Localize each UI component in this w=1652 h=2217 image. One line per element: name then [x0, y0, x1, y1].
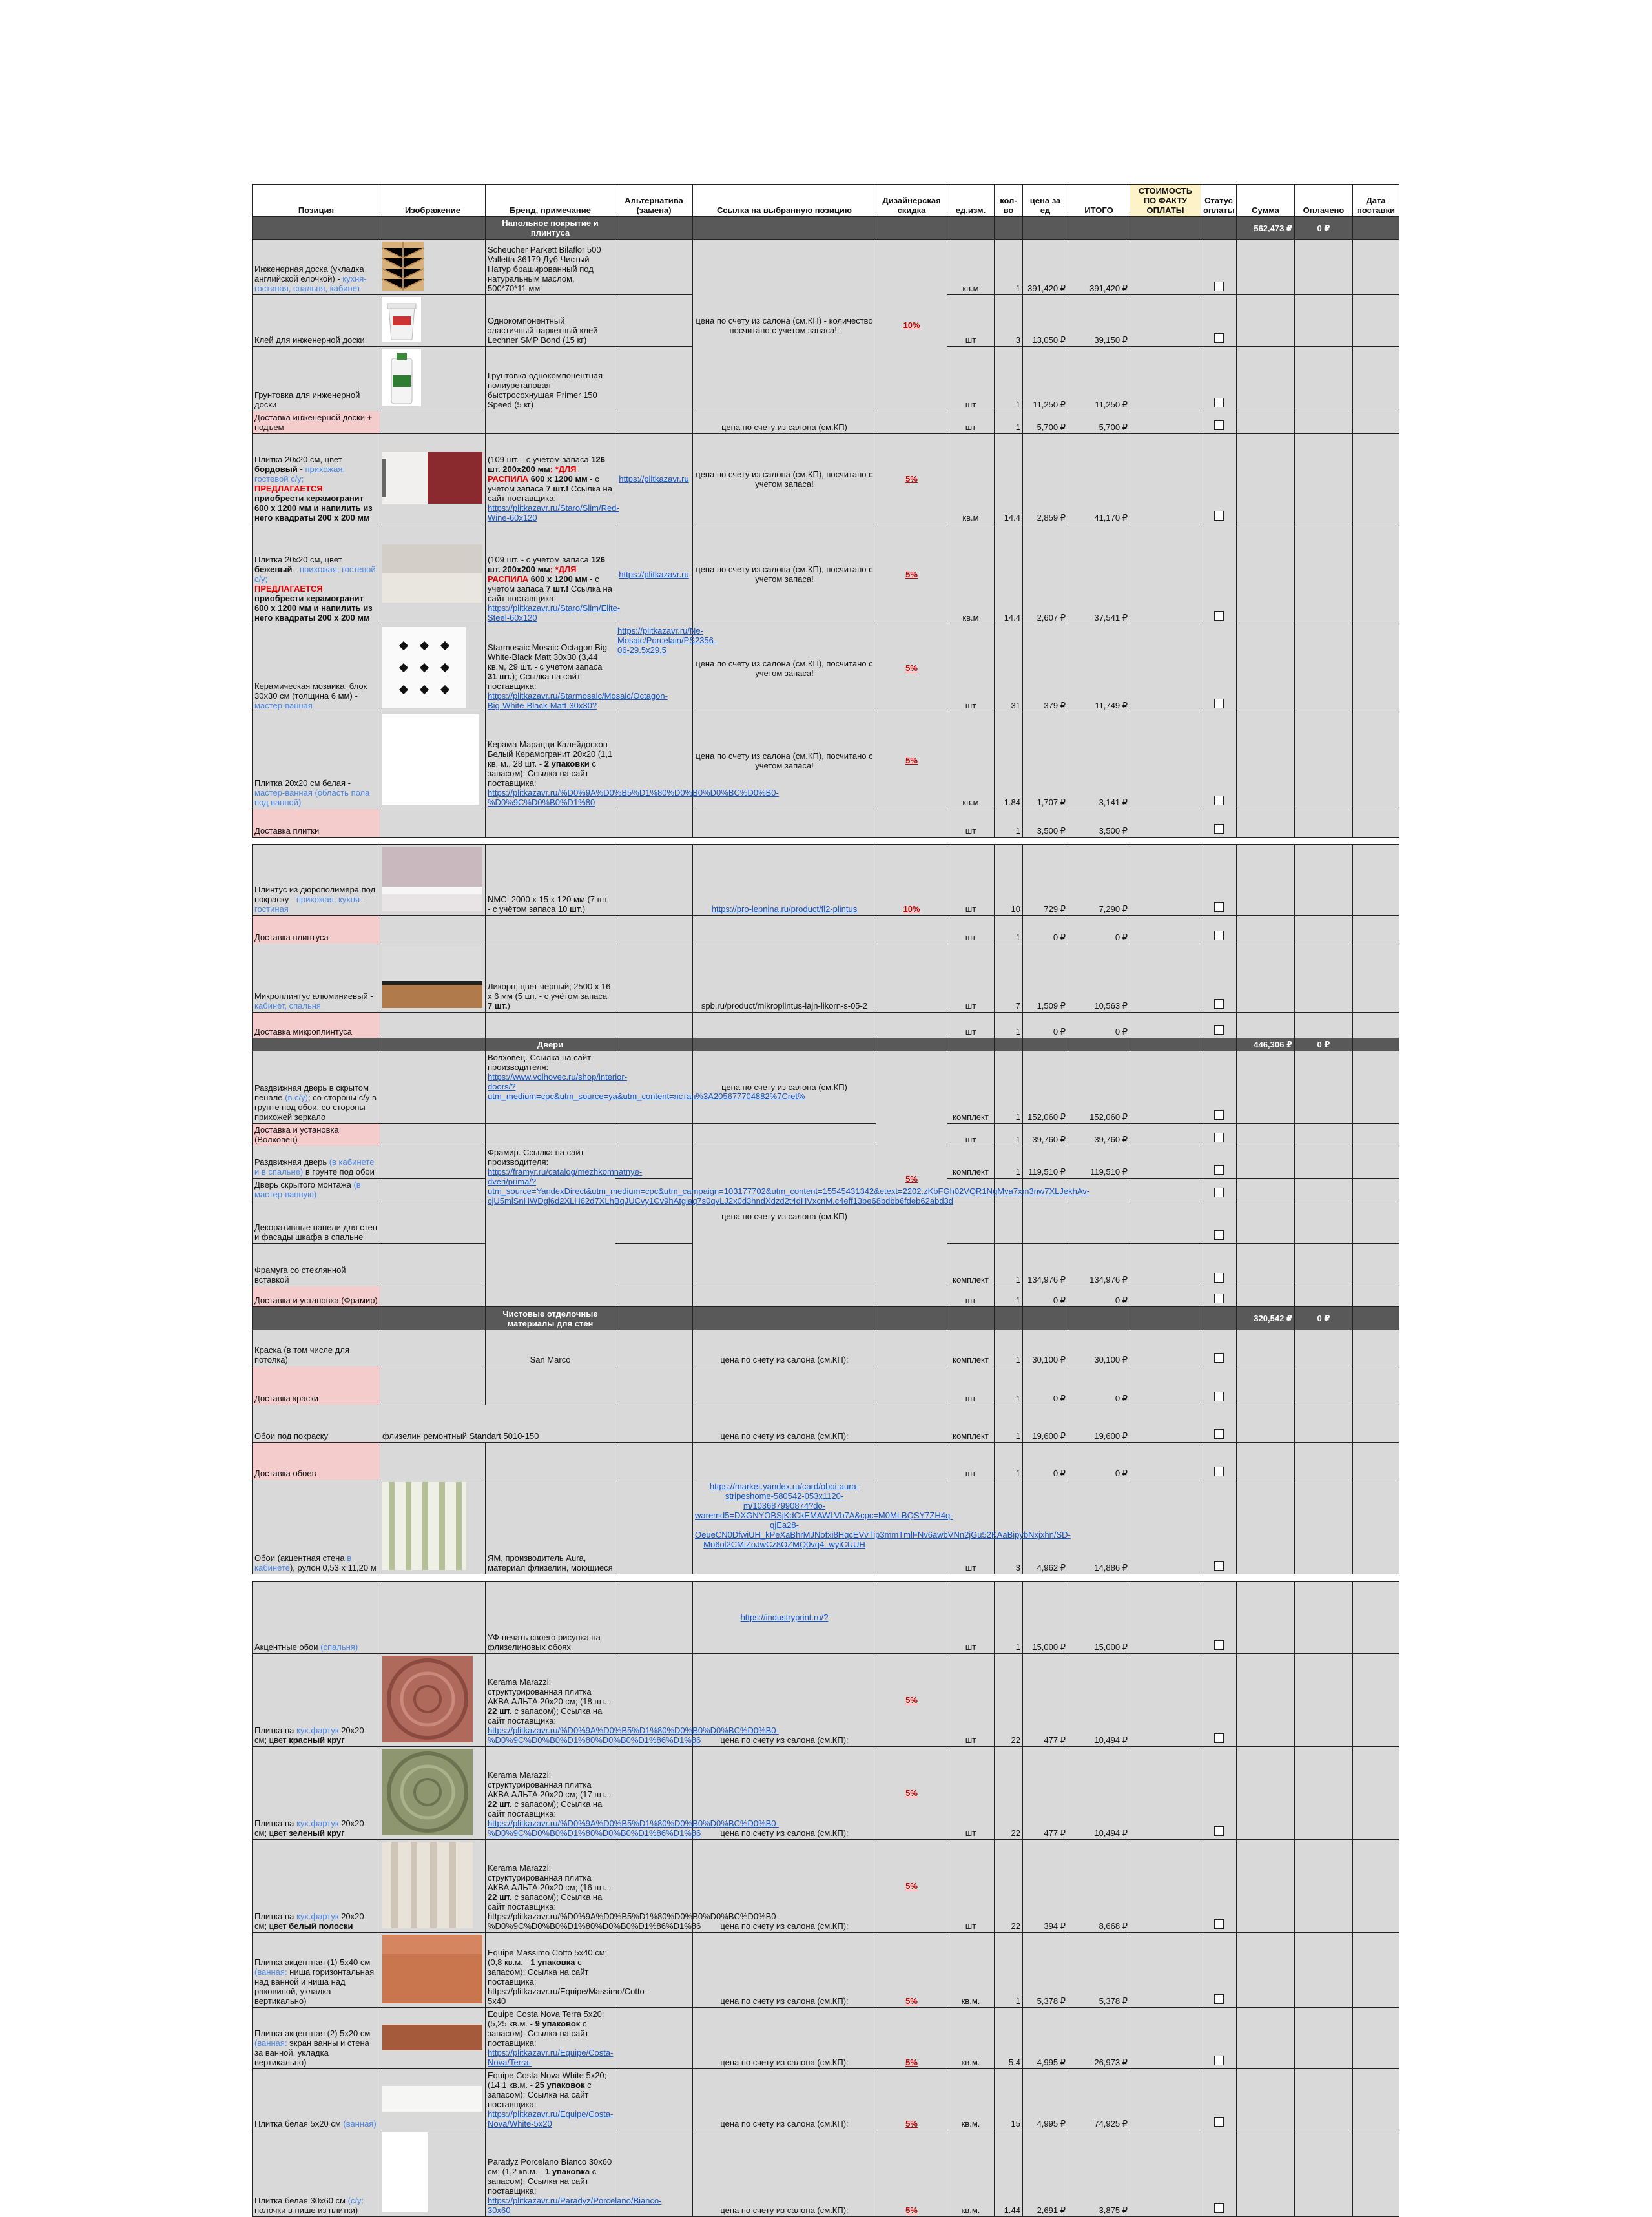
terra-tile-image — [382, 2025, 482, 2050]
image-cell — [380, 1747, 486, 1840]
cotto-tile-image — [382, 1935, 482, 2003]
product-link[interactable]: https://pro-lepnina.ru/product/fl2-plintus — [711, 904, 858, 914]
product-link[interactable]: https://market.yandex.ru/card/oboi-aura-stripeshome-580542-053x1120-m/103687990874?do-waremd5=DXGNYOBSjKdCkEMAWLVb7A&cpc=M0MLBQSY7ZH4q-qjEa28-OeueCN0DfwiUH_kPeXaBhrMJNofxi8HqcEVvTip3mmTmlFNv6awbVNn2jGu52KAaBipybNxjxhn/SD-Mo6ol2CMlZoJwCz8OZMQ0vq4_wyiCUUH — [695, 1481, 1071, 1549]
image-cell — [380, 624, 486, 712]
table-row: Плитка белая 5х20 см (ванная) Equipe Costa Nova White 5x20; (14,1 кв.м. - 25 упаковок с запасом); Ссылка на сайт поставщика: https://plitkazavr.ru/Equipe/Costa-Nova/White-5x20 цена по счету из салона (см.КП): 5% кв.м. 15 4,995 ₽ 74,925 ₽ — [253, 2069, 1399, 2130]
payment-checkbox[interactable] — [1214, 999, 1224, 1009]
parquet-image — [382, 242, 424, 291]
col-sum: Сумма — [1237, 185, 1295, 217]
estimate-table — [252, 184, 1399, 2217]
payment-checkbox[interactable] — [1214, 1561, 1224, 1571]
payment-checkbox[interactable] — [1214, 1392, 1224, 1401]
header-row — [253, 185, 1399, 217]
col-unit: ед.изм. — [947, 185, 995, 217]
image-cell — [380, 1480, 486, 1574]
table-row: Раздвижная дверь (в кабинете и в спальне) в грунте под обои Фрамир. Ссылка на сайт производителя: https://framyr.ru/catalog/mezhkomnatnye-dveri/prima/?utm_source=YandexDirect&utm_medium=cpc&utm_campaign=103177702&utm_content=15545431342&etext=2202.zKbFGh02VQR1NqMva7xm3nw7XLJekhAv-cjU5mlSnHWDgl6d2XLH62d7XLhBqJUCvy1Cv9hAtgiaq7s0qvLJ2x0d3hndXdzd2t4dHVxcnM.c4eff13be68bdbb6fdeb62abd3d цена по счету из салона (см.КП) комплект 1 119,510 ₽ 119,510 ₽ — [253, 1146, 1399, 1179]
supplier-link[interactable]: https://plitkazavr.ru/Staro/Slim/Elite-Steel-60x120 — [488, 603, 621, 623]
glue-bucket-image — [382, 297, 421, 342]
col-actual-cost: СТОИМОСТЬ ПО ФАКТУ ОПЛАТЫ — [1130, 185, 1201, 217]
payment-checkbox[interactable] — [1214, 1919, 1224, 1929]
payment-checkbox[interactable] — [1214, 398, 1224, 407]
payment-checkbox[interactable] — [1214, 902, 1224, 912]
table-row: Обои (акцентная стена в кабинете), рулон 0,53 х 11,20 м ЯМ, производитель Aura, материал флизелин, моющиеся https://market.yandex.ru/card/oboi-aura-stripeshome-580542-053x1120-m/103687990874?do-waremd5=DXGNYOBSjKdCkEMAWLVb7A&cpc=M0MLBQSY7ZH4q-qjEa28-OeueCN0DfwiUH_kPeXaBhrMJNofxi8HqcEVvTip3mmTmlFNv6awbVNn2jGu52KAaBipybNxjxhn/SD-Mo6ol2CMlZoJwCz8OZMQ0vq4_wyiCUUH шт 3 4,962 ₽ 14,886 ₽ — [253, 1480, 1399, 1574]
table-row: Доставка плинтуса шт 1 0 ₽ 0 ₽ — [253, 916, 1399, 944]
payment-checkbox[interactable] — [1214, 931, 1224, 940]
image-cell — [380, 2069, 486, 2130]
section-title: Напольное покрытие и плинтуса — [486, 217, 615, 240]
section-title: Двери — [486, 1038, 615, 1051]
table-row: Плитка на кух.фартук 20х20 см; цвет зеленый круг Kerama Marazzi; структурированная плитка АКВА АЛЬТА 20х20 см; (17 шт. - 22 шт. с запасом); Ссылка на сайт поставщика: https://plitkazavr.ru/%D0%9A%D0%B5%D1%80%D0%B0%D0%BC%D0%B0-%D0%9C%D0%B0%D1%80%D0%B0%D1%86%D1%86 цена по счету из салона (см.КП): 5% шт 22 477 ₽ 10,494 ₽ — [253, 1747, 1399, 1840]
payment-checkbox[interactable] — [1214, 1025, 1224, 1035]
table-row: Плинтус из дюрополимера под покраску - прихожая, кухня-гостиная NMC; 2000 х 15 х 120 мм (7 шт. - с учётом запаса 10 шт.) https://pro-lepnina.ru/product/fl2-plintus 10% шт 10 729 ₽ 7,290 ₽ — [253, 845, 1399, 916]
col-pay-status: Статус оплаты — [1201, 185, 1237, 217]
white-stripe-tile-image — [382, 1842, 473, 1928]
image-cell — [380, 240, 486, 295]
table-row: Плитка акцентная (2) 5х20 см (ванная: экран ванны и стена за ванной, укладка вертикально) Equipe Costa Nova Terra 5x20; (5,25 кв.м. - 9 упаковок с запасом); Ссылка на сайт поставщика: https://plitkazavr.ru/Equipe/Costa-Nova/Terra- цена по счету из салона (см.КП): 5% кв.м. 5.4 4,995 ₽ 26,973 ₽ — [253, 2008, 1399, 2069]
supplier-link[interactable]: https://plitkazavr.ru/%D0%9A%D0%B5%D1%80%D0%B0%D0%BC%D0%B0-%D0%9C%D0%B0%D1%80 — [488, 788, 779, 807]
table-row: Микроплинтус алюминиевый - кабинет, спальня Ликорн; цвет чёрный; 2500 х 16 х 6 мм (5 шт. - с учётом запаса 7 шт.) spb.ru/product/mikroplintus-lajn-likorn-s-05-2 шт 7 1,509 ₽ 10,563 ₽ — [253, 944, 1399, 1013]
supplier-link[interactable]: https://plitkazavr.ru/Paradyz/Porcelano/Bianco-30x60 — [488, 2196, 662, 2215]
table-row: Акцентные обои (спальня) УФ-печать своего рисунка на флизелиновых обоях https://industryprint.ru/? шт 1 15,000 ₽ 15,000 ₽ — [253, 1582, 1399, 1654]
position-cell: Инженерная доска (укладка английской ёлочкой) - кухня-гостиная, спальня, кабинет — [253, 240, 380, 295]
tile-beige-image — [382, 544, 482, 603]
section-finish: Чистовые отделочные материалы для стен 320,542 ₽ 0 ₽ — [253, 1307, 1399, 1330]
payment-checkbox[interactable] — [1214, 1467, 1224, 1476]
payment-checkbox[interactable] — [1214, 1230, 1224, 1240]
primer-can-image — [382, 349, 421, 406]
image-cell — [380, 1654, 486, 1747]
payment-checkbox[interactable] — [1214, 1353, 1224, 1363]
payment-checkbox[interactable] — [1214, 699, 1224, 708]
col-price: цена за ед — [1023, 185, 1068, 217]
table-row: Доставка обоев шт 1 0 ₽ 0 ₽ — [253, 1443, 1399, 1480]
microplinth-image — [382, 946, 482, 1008]
supplier-link[interactable]: https://plitkazavr.ru/Staro/Slim/Red-Wine-60x120 — [488, 503, 619, 522]
discount-badge: 10% — [876, 240, 947, 411]
table-row: Доставка и установка (Фрамир) шт 1 0 ₽ 0 ₽ — [253, 1286, 1399, 1307]
supplier-link[interactable]: https://plitkazavr.ru/%D0%9A%D0%B5%D1%80%D0%B0%D0%BC%D0%B0-%D0%9C%D0%B0%D1%80%D0%B0%D1%86%D1%86 — [488, 1912, 779, 1931]
table-row: Грунтовка для инженерной доски Грунтовка однокомпонентная полиуретановая быстросохнущая Primer 150 Speed (5 кг) шт 1 11,250 ₽ 11,250 ₽ — [253, 347, 1399, 411]
section-floor — [253, 217, 1399, 240]
bianco-tile-image — [382, 2132, 428, 2212]
col-qty: кол-во — [995, 185, 1023, 217]
image-cell — [380, 1840, 486, 1933]
table-row: Инженерная доска (укладка английской ёлочкой) - кухня-гостиная, спальня, кабинет Scheucher Parkett Bilaflor 500 Valletta 36179 Дуб Чистый Натур брашированный под натуральным маслом, 500*70*11 мм цена по счету из салона (см.КП) - количество посчитано с учетом запаса!: 10% кв.м 1 391,420 ₽ 391,420 ₽ — [253, 240, 1399, 295]
section-doors: Двери 446,306 ₽ 0 ₽ — [253, 1038, 1399, 1051]
product-link[interactable]: https://industryprint.ru/? — [740, 1613, 829, 1622]
col-image: Изображение — [380, 185, 486, 217]
table-row: Плитка акцентная (1) 5х40 см (ванная: ниша горизонтальная над ванной и ниша над раковиной, укладка вертикально) Equipe Massimo Cotto 5x40 см; (0,8 кв.м. - 1 упаковка с запасом); Ссылка на сайт поставщика: https://plitkazavr.ru/Equipe/Massimo/Cotto-5x40 цена по счету из салона (см.КП): 5% кв.м. 1 5,378 ₽ 5,378 ₽ — [253, 1933, 1399, 2008]
salon-note: цена по счету из салона (см.КП) - количество посчитано с учетом запаса!: — [693, 240, 876, 411]
table-row: Плитка на кух.фартук 20х20 см; цвет белый полоски Kerama Marazzi; структурированная плитка АКВА АЛЬТА 20х20 см; (16 шт. - 22 шт. с запасом); Ссылка на сайт поставщика: https://plitkazavr.ru/%D0%9A%D0%B5%D1%80%D0%B0%D0%BC%D0%B0-%D0%9C%D0%B0%D1%80%D0%B0%D1%86%D1%86 цена по счету из салона (см.КП): 5% шт 22 394 ₽ 8,668 ₽ — [253, 1840, 1399, 1933]
payment-checkbox[interactable] — [1214, 796, 1224, 805]
supplier-link[interactable]: https://plitkazavr.ru/Starmosaic/Mosaic/Octagon-Big-White-Black-Matt-30x30? — [488, 691, 668, 710]
image-cell — [380, 347, 486, 411]
image-cell — [380, 2130, 486, 2217]
payment-checkbox[interactable] — [1214, 420, 1224, 430]
spreadsheet — [252, 184, 1399, 2217]
supplier-link[interactable]: https://plitkazavr.ru/%D0%9A%D0%B5%D1%80%D0%B0%D0%BC%D0%B0-%D0%9C%D0%B0%D1%80%D0%B0%D1%86%D1%86 — [488, 1819, 779, 1838]
image-cell — [380, 845, 486, 916]
table-row: Доставка инженерной доски + подъем цена по счету из салона (см.КП) шт 1 5,700 ₽ 5,700 ₽ — [253, 411, 1399, 434]
payment-checkbox[interactable] — [1214, 2203, 1224, 2213]
supplier-link[interactable]: https://plitkazavr.ru/%D0%9A%D0%B5%D1%80%D0%B0%D0%BC%D0%B0-%D0%9C%D0%B0%D1%80%D0%B0%D1%86%D1%86 — [488, 1726, 779, 1745]
table-row: Плитка на кух.фартук 20х20 см; цвет красный круг Kerama Marazzi; структурированная плитка АКВА АЛЬТА 20х20 см; (18 шт. - 22 шт. с запасом); Ссылка на сайт поставщика: https://plitkazavr.ru/%D0%9A%D0%B5%D1%80%D0%B0%D0%BC%D0%B0-%D0%9C%D0%B0%D1%80%D0%B0%D1%86%D1%86 цена по счету из салона (см.КП): 5% шт 22 477 ₽ 10,494 ₽ — [253, 1654, 1399, 1747]
payment-checkbox[interactable] — [1214, 282, 1224, 291]
col-position: Позиция — [253, 185, 380, 217]
table-row: Плитка 20х20 см белая - мастер-ванная (область пола под ванной) Керама Марацци Калейдоскоп Белый Керамогранит 20x20 (1,1 кв. м., 28 шт. - 2 упаковки с запасом); Ссылка на сайт поставщика: https://plitkazavr.ru/%D0%9A%D0%B5%D1%80%D0%B0%D0%BC%D0%B0-%D0%9C%D0%B0%D1%80 цена по счету из салона (см.КП), посчитано с учетом запаса! 5% кв.м 1.84 1,707 ₽ 3,141 ₽ — [253, 712, 1399, 809]
table-row: Краска (в том числе для потолка) San Marco цена по счету из салона (см.КП): комплект 1 30,100 ₽ 30,100 ₽ — [253, 1330, 1399, 1366]
white-tile-5x20-image — [382, 2086, 482, 2112]
table-row: Доставка микроплинтуса шт 1 0 ₽ 0 ₽ — [253, 1013, 1399, 1038]
table-row: Клей для инженерной доски Однокомпонентный эластичный паркетный клей Lechner SMP Bond (15 кг) шт 3 13,050 ₽ 39,150 ₽ — [253, 295, 1399, 347]
table-row: Фрамуга со стеклянной вставкой комплект 1 134,976 ₽ 134,976 ₽ — [253, 1244, 1399, 1286]
brand-cell: Scheucher Parkett Bilaflor 500 Valletta 36179 Дуб Чистый Натур брашированный под натуральным маслом, 500*70*11 мм — [486, 240, 615, 295]
supplier-link[interactable]: https://plitkazavr.ru/Equipe/Costa-Nova/Terra- — [488, 2048, 614, 2067]
white-tile-image — [382, 714, 479, 805]
section-sum: 562,473 ₽ — [1237, 217, 1295, 240]
image-cell — [380, 712, 486, 809]
table-row: Доставка краски шт 1 0 ₽ 0 ₽ — [253, 1366, 1399, 1405]
table-row: Декоративные панели для стен и фасады шкафа в спальне — [253, 1201, 1399, 1244]
product-link[interactable]: spb.ru/product/mikroplintus-lajn-likorn-s-05-2 — [701, 1001, 868, 1011]
col-paid: Оплачено — [1295, 185, 1353, 217]
payment-checkbox[interactable] — [1214, 1294, 1224, 1303]
alt-link[interactable]: https://plitkazavr.ru — [619, 474, 689, 484]
table-row: Плитка 20х20 см, цвет бежевый - прихожая, гостевой с/у; ПРЕДЛАГАЕТСЯ приобрести керамогранит 600 х 1200 мм и напилить из него квадраты 200 х 200 мм (109 шт. - с учетом запаса 126 шт. 200х200 мм; *ДЛЯ РАСПИЛА 600 х 1200 мм - с учетом запаса 7 шт.! Ссылка на сайт поставщика: https://plitkazavr.ru/Staro/Slim/Elite-Steel-60x120 https://plitkazavr.ru цена по счету из салона (см.КП), посчитано с учетом запаса! 5% кв.м 14.4 2,607 ₽ 37,541 ₽ — [253, 524, 1399, 624]
table-row: Керамическая мозаика, блок 30х30 см (толщина 6 мм) - мастер-ванная Starmosaic Mosaic Octagon Big White-Black Matt 30x30 (3,44 кв.м, 29 шт. - с учетом запаса 31 шт.); Ссылка на сайт поставщика: https://plitkazavr.ru/Starmosaic/Mosaic/Octagon-Big-White-Black-Matt-30x30? https://plitkazavr.ru/Ne-Mosaic/Porcelain/PS2356-06-29.5x29.5 цена по счету из салона (см.КП), посчитано с учетом запаса! 5% шт 31 379 ₽ 11,749 ₽ — [253, 624, 1399, 712]
payment-checkbox[interactable] — [1214, 1133, 1224, 1142]
red-circle-tile-image — [382, 1656, 473, 1742]
payment-checkbox[interactable] — [1214, 1165, 1224, 1175]
payment-checkbox[interactable] — [1214, 1188, 1224, 1197]
payment-checkbox[interactable] — [1214, 2117, 1224, 2127]
payment-checkbox[interactable] — [1214, 1273, 1224, 1283]
table-row: Плитка 20х20 см, цвет бордовый - прихожая, гостевой с/у; ПРЕДЛАГАЕТСЯ приобрести керамогранит 600 х 1200 мм и напилить из него квадраты 200 х 200 мм (109 шт. - с учетом запаса 126 шт. 200х200 мм; *ДЛЯ РАСПИЛА 600 х 1200 мм - с учетом запаса 7 шт.! Ссылка на сайт поставщика: https://plitkazavr.ru/Staro/Slim/Red-Wine-60x120 https://plitkazavr.ru цена по счету из салона (см.КП), посчитано с учетом запаса! 5% кв.м 14.4 2,859 ₽ 41,170 ₽ — [253, 434, 1399, 524]
alt-link[interactable]: https://plitkazavr.ru/Ne-Mosaic/Porcelain/PS2356-06-29.5x29.5 — [617, 626, 717, 655]
section-title: Чистовые отделочные материалы для стен — [486, 1307, 615, 1330]
payment-checkbox[interactable] — [1214, 1640, 1224, 1650]
payment-checkbox[interactable] — [1214, 824, 1224, 834]
table-row: Обои под покраску флизелин ремонтный Standart 5010-150 цена по счету из салона (см.КП): комплект 1 19,600 ₽ 19,600 ₽ — [253, 1405, 1399, 1443]
alt-link[interactable]: https://plitkazavr.ru — [619, 569, 689, 579]
col-discount: Дизайнерская скидка — [876, 185, 947, 217]
image-cell — [380, 1933, 486, 2008]
payment-checkbox[interactable] — [1214, 2056, 1224, 2065]
supplier-link[interactable]: https://plitkazavr.ru/Equipe/Costa-Nova/White-5x20 — [488, 2109, 614, 2129]
mosaic-octagon-image — [382, 627, 466, 708]
payment-checkbox[interactable] — [1214, 1733, 1224, 1743]
tile-burgundy-image — [382, 452, 482, 504]
col-brand: Бренд, примечание — [486, 185, 615, 217]
supplier-link[interactable]: https://www.volhovec.ru/shop/interior-doors/?utm_medium=cpc&utm_source=ya&utm_content=ястан%3A205677704882%7Cret% — [488, 1072, 805, 1101]
section-paid: 0 ₽ — [1295, 217, 1353, 240]
supplier-link[interactable]: https://framyr.ru/catalog/mezhkomnatnye-dveri/prima/?utm_source=YandexDirect&utm_medium=cpc&utm_campaign=103177702&utm_content=15545431342&etext=2202.zKbFGh02VQR1NqMva7xm3nw7XLJekhAv-cjU5mlSnHWDgl6d2XLH62d7XLhBqJUCvy1Cv9hAtgiaq7s0qvLJ2x0d3hndXdzd2t4dHVxcnM.c4eff13be68bdbb6fdeb62abd3d — [488, 1167, 1090, 1206]
striped-wallpaper-image — [382, 1482, 466, 1570]
payment-checkbox[interactable] — [1214, 1994, 1224, 2004]
image-cell — [380, 524, 486, 624]
image-cell — [380, 944, 486, 1013]
image-cell — [380, 2008, 486, 2069]
col-total: ИТОГО — [1068, 185, 1130, 217]
table-row: Плитка белая 30х60 см (с/у: полочки в нише из плитки) Paradyz Porcelano Bianco 30x60 см; (1,2 кв.м. - 1 упаковка с запасом); Ссылка на сайт поставщика: https://plitkazavr.ru/Paradyz/Porcelano/Bianco-30x60 цена по счету из салона (см.КП): 5% кв.м. 1.44 2,691 ₽ 3,875 ₽ — [253, 2130, 1399, 2217]
payment-checkbox[interactable] — [1214, 1110, 1224, 1120]
table-row: Дверь скрытого монтажа (в мастер-ванную) — [253, 1179, 1399, 1201]
col-alternative: Альтернатива (замена) — [615, 185, 693, 217]
payment-checkbox[interactable] — [1214, 1826, 1224, 1836]
image-cell — [380, 295, 486, 347]
table-row: Доставка и установка (Волховец) шт 1 39,760 ₽ 39,760 ₽ — [253, 1124, 1399, 1146]
col-delivery-date: Дата поставки — [1353, 185, 1399, 217]
table-row: Раздвижная дверь в скрытом пенале (в с/у); со стороны с/у в грунте под обои, со стороны прихожей зеркало Волховец. Ссылка на сайт производителя: https://www.volhovec.ru/shop/interior-doors/?utm_medium=cpc&utm_source=ya&utm_content=ястан%3A205677704882%7Cret% цена по счету из салона (см.КП) 5% комплект 1 152,060 ₽ 152,060 ₽ — [253, 1051, 1399, 1124]
green-circle-tile-image — [382, 1749, 473, 1835]
image-cell — [380, 434, 486, 524]
payment-checkbox[interactable] — [1214, 611, 1224, 621]
payment-checkbox[interactable] — [1214, 511, 1224, 521]
plinth-image — [382, 847, 482, 911]
payment-checkbox[interactable] — [1214, 333, 1224, 343]
col-link: Ссылка на выбранную позицию — [693, 185, 876, 217]
payment-checkbox[interactable] — [1214, 1429, 1224, 1439]
table-row: Доставка плитки шт 1 3,500 ₽ 3,500 ₽ — [253, 809, 1399, 838]
